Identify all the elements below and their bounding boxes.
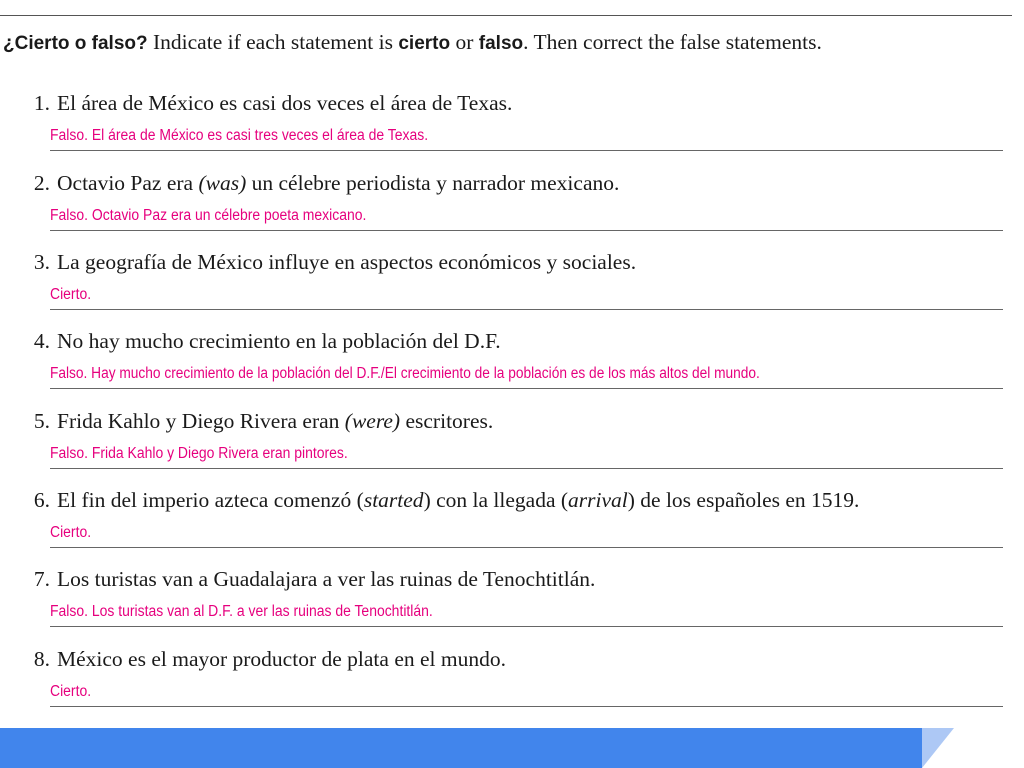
answer-text: Falso. Frida Kahlo y Diego Rivera eran pintores. xyxy=(50,445,348,462)
term-falso: falso xyxy=(478,33,524,54)
statement xyxy=(0,250,636,275)
statement-gloss: (was) xyxy=(198,171,247,195)
item-number: 3. xyxy=(33,250,50,274)
answer-line xyxy=(50,309,1003,310)
instructions-text-or: or xyxy=(455,30,474,54)
statement xyxy=(0,91,512,116)
statement xyxy=(0,171,619,196)
answer-text: Cierto. xyxy=(50,683,92,700)
instructions-text-2: . Then correct the false statements. xyxy=(523,30,822,54)
answer-text: Falso. Hay mucho crecimiento de la población del D.F./El crecimiento de la población es de los más altos del mundo. xyxy=(50,365,760,382)
item-number: 6. xyxy=(33,488,50,512)
item-number: 5. xyxy=(33,409,50,433)
item-number: 4. xyxy=(33,329,50,353)
answer-text: Cierto. xyxy=(50,524,92,541)
footer-bar xyxy=(0,728,922,768)
statement-text: ) con la llegada ( xyxy=(423,488,569,512)
statement xyxy=(0,329,501,354)
statement xyxy=(0,409,493,434)
answer-line xyxy=(50,230,1003,231)
statement-gloss: (were) xyxy=(344,409,401,433)
answer-line xyxy=(50,547,1003,548)
statement-gloss: arrival xyxy=(568,488,628,512)
statement-text: El fin del imperio azteca comenzó ( xyxy=(57,488,364,512)
answer-text: Falso. El área de México es casi tres veces el área de Texas. xyxy=(50,127,429,144)
answer-line xyxy=(50,150,1003,151)
item-number: 7. xyxy=(33,567,50,591)
statement-text: escritores. xyxy=(405,409,494,433)
statement-text: La geografía de México influye en aspectos económicos y sociales. xyxy=(57,250,637,274)
answer-line xyxy=(50,706,1003,707)
statement xyxy=(0,647,506,672)
answer-line xyxy=(50,388,1003,389)
answer-text: Cierto. xyxy=(50,286,92,303)
statement-text: un célebre periodista y narrador mexicano. xyxy=(251,171,620,195)
answer-line xyxy=(50,468,1003,469)
item-number: 1. xyxy=(33,91,50,115)
statement xyxy=(0,488,859,513)
statement-text: Octavio Paz era xyxy=(57,171,194,195)
item-number: 8. xyxy=(33,647,50,671)
item-number: 2. xyxy=(33,171,50,195)
statement-text: No hay mucho crecimiento en la población del D.F. xyxy=(57,329,501,353)
answer-text: Falso. Octavio Paz era un célebre poeta mexicano. xyxy=(50,207,367,224)
answer-line xyxy=(50,626,1003,627)
exercise-heading: ¿Cierto o falso? xyxy=(3,33,148,54)
statement-text: Los turistas van a Guadalajara a ver las ruinas de Tenochtitlán. xyxy=(57,567,596,591)
statement-gloss: started xyxy=(363,488,424,512)
footer-accent xyxy=(922,728,954,768)
term-cierto: cierto xyxy=(398,33,451,54)
answer-text: Falso. Los turistas van al D.F. a ver las ruinas de Tenochtitlán. xyxy=(50,603,433,620)
instructions-text-1: Indicate if each statement is xyxy=(153,30,393,54)
statement-text: ) de los españoles en 1519. xyxy=(627,488,860,512)
statement-text: Frida Kahlo y Diego Rivera eran xyxy=(57,409,340,433)
statement xyxy=(0,567,595,592)
statement-text: México es el mayor productor de plata en el mundo. xyxy=(57,647,506,671)
exercise-instructions xyxy=(3,30,1013,55)
top-divider xyxy=(0,15,1012,16)
statement-text: El área de México es casi dos veces el área de Texas. xyxy=(57,91,513,115)
